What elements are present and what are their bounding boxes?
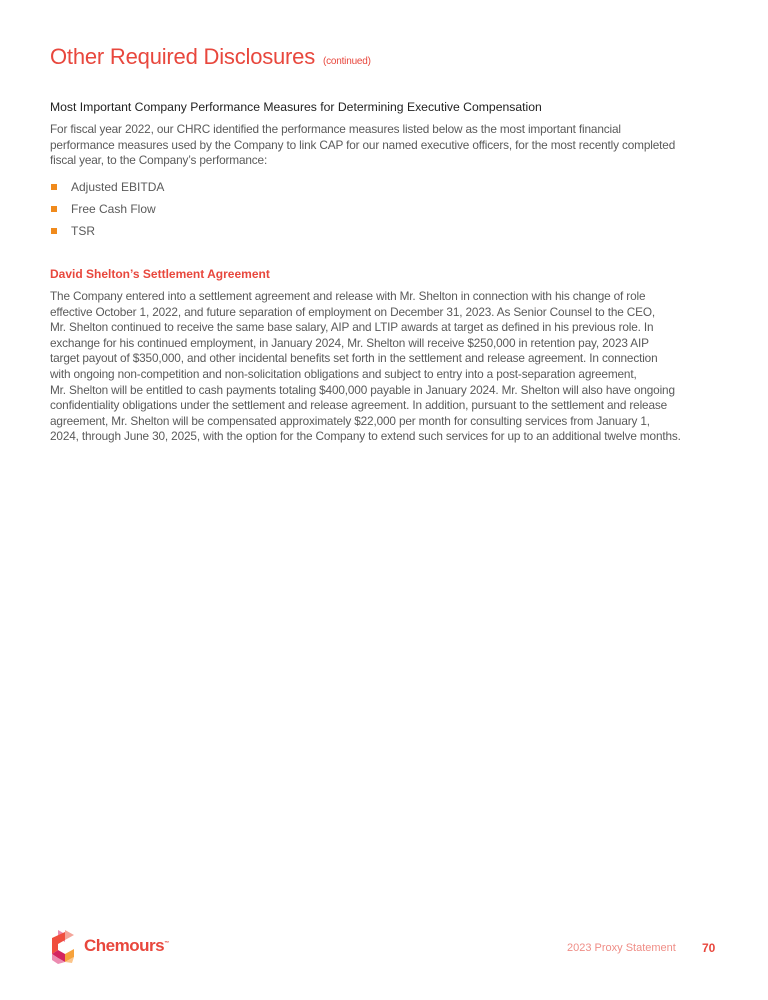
logo-wordmark [84,936,169,956]
paragraph-line: effective October 1, 2022, and future separation of employment on December 31, 2023. As Senior Counsel to the CEO, [50,304,656,319]
paragraph-line: target payout of $350,000, and other incidental benefits set forth in the settlement and release agreement. In connection [50,351,658,366]
section-heading-settlement: David Shelton’s Settlement Agreement [50,267,270,281]
paragraph-line: The Company entered into a settlement agreement and release with Mr. Shelton in connection with his change of role [50,289,646,303]
list-item-label: Free Cash Flow [71,202,156,216]
logo-text: Chemours [84,936,165,955]
paragraph-line: agreement, Mr. Shelton will be compensated approximately $22,000 per month for consulting services from January 1, [50,413,650,428]
square-bullet-icon [51,206,57,212]
performance-measures-list [50,176,164,242]
list-item-label: Adjusted EBITDA [71,180,165,194]
paragraph-line: fiscal year, to the Company’s performance: [50,153,268,168]
performance-measures-paragraph [50,122,675,169]
settlement-paragraph [50,289,681,445]
list-item [50,176,164,198]
paragraph-line: with ongoing non-competition and non-solicitation obligations and subject to entry into a post-separation agreement, [50,366,637,381]
trademark: ™ [164,940,169,947]
paragraph-line: confidentiality obligations under the settlement and release agreement. In addition, pursuant to the settlement and release [50,398,668,413]
list-item [50,220,164,242]
paragraph-line: exchange for his continued employment, in January 2024, Mr. Shelton will receive $250,000 in retention pay, 2023 AIP [50,335,649,350]
chemours-logo-icon [50,928,80,964]
title-text: Other Required Disclosures [50,44,316,69]
paragraph-line: performance measures used by the Company to link CAP for our named executive officers, for the most recently completed [50,137,676,152]
square-bullet-icon [51,228,57,234]
list-item [50,198,164,220]
square-bullet-icon [51,184,57,190]
paragraph-line: Mr. Shelton continued to receive the same base salary, AIP and LTIP awards at target as defined in his previous role. In [50,320,654,335]
paragraph-line: Mr. Shelton will be entitled to cash payments totaling $400,000 payable in January 2024. Mr. Shelton will also have ongoing [50,382,675,397]
page-title [50,44,371,70]
section-heading-performance-measures: Most Important Company Performance Measures for Determining Executive Compensation [50,100,542,114]
chemours-logo [50,928,169,964]
title-suffix: (continued) [322,56,371,67]
page-number: 70 [702,941,716,955]
paragraph-line: For fiscal year 2022, our CHRC identified the performance measures listed below as the most important financial [50,122,621,136]
footer-document-title: 2023 Proxy Statement [567,942,676,954]
list-item-label: TSR [71,224,95,238]
paragraph-line: 2024, through June 30, 2025, with the option for the Company to extend such services for up to an additional twelve months. [50,429,681,444]
